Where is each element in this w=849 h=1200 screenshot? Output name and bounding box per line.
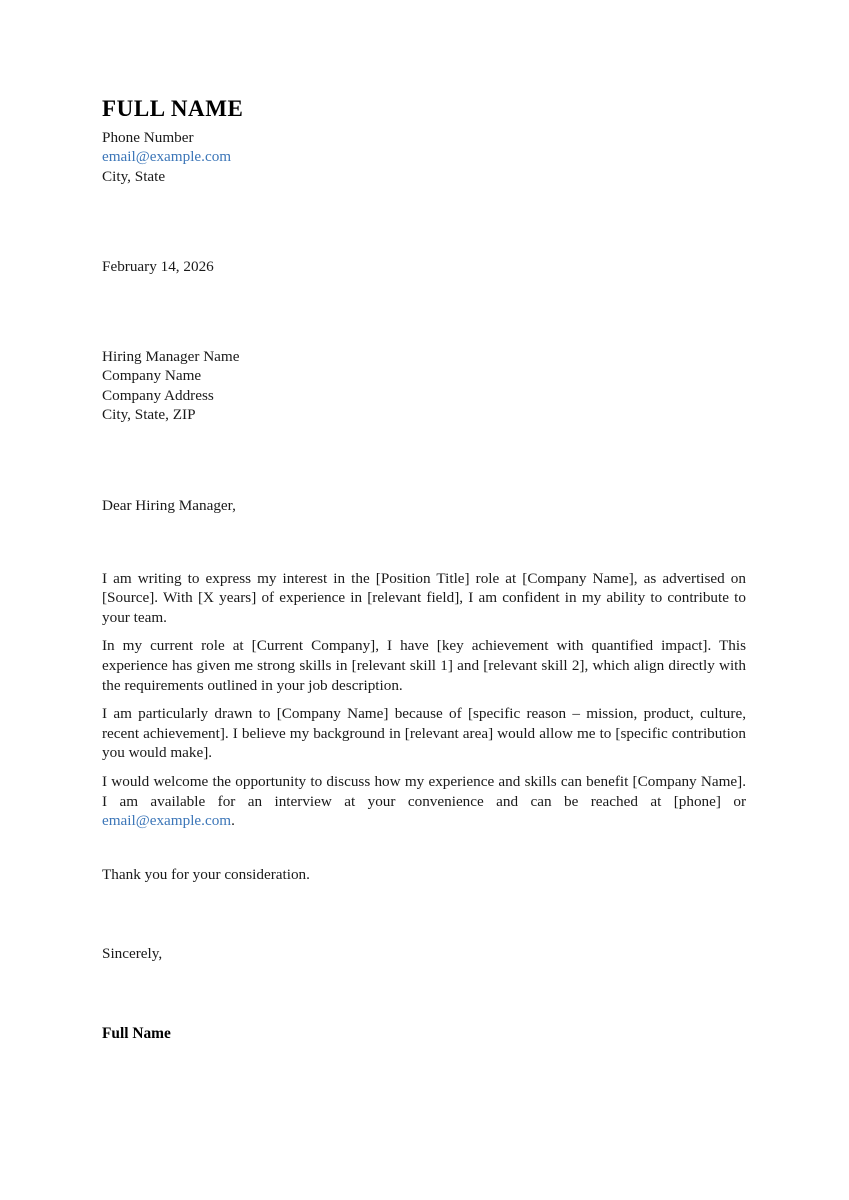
letter-date: February 14, 2026 bbox=[102, 257, 214, 275]
body-paragraph-4-text-after-email: . bbox=[231, 812, 235, 830]
recipient-city-state-zip: City, State, ZIP bbox=[102, 406, 196, 424]
body-paragraph-2: In my current role at [Current Company], I have [key achievement with quantified impact]. This experience has given me strong skills in [relevant skill 1] and [relevant skill 2], which align directly with the requirements outlined in your job description. bbox=[102, 637, 746, 694]
sender-header bbox=[102, 96, 746, 186]
sender-email-link[interactable]: email@example.com bbox=[102, 148, 232, 166]
recipient-manager-name: Hiring Manager Name bbox=[102, 348, 240, 366]
letter-body bbox=[102, 569, 746, 831]
recipient-company-address: Company Address bbox=[102, 386, 214, 404]
sender-location: City, State bbox=[102, 167, 166, 185]
body-paragraph-4 bbox=[102, 772, 746, 831]
closing-thanks: Thank you for your consideration. bbox=[102, 865, 310, 883]
sender-contact-lines bbox=[102, 128, 746, 186]
sender-phone: Phone Number bbox=[102, 129, 194, 146]
salutation: Dear Hiring Manager, bbox=[102, 497, 236, 515]
body-paragraph-3: I am particularly drawn to [Company Name] because of [specific reason – mission, product, culture, recent achievement]. I believe my background in [relevant area] would allow me to [specific contribution you would make]. bbox=[102, 705, 746, 762]
signature-name: Full Name bbox=[102, 1025, 171, 1043]
closing-sign-off: Sincerely, bbox=[102, 945, 163, 963]
sender-name: FULL NAME bbox=[102, 96, 244, 121]
recipient-company-name: Company Name bbox=[102, 367, 202, 385]
body-paragraph-1: I am writing to express my interest in the [Position Title] role at [Company Name], as advertised on [Source]. With [X years] of experience in [relevant field], I am confident in my ability to contribute to your team. bbox=[102, 569, 746, 626]
sender-email-line bbox=[102, 147, 746, 166]
letter-content bbox=[102, 96, 746, 1044]
recipient-address-block bbox=[102, 347, 746, 424]
body-paragraph-4-text-before-email: I would welcome the opportunity to discuss how my experience and skills can benefit [Company Name]. I am available for an interview at your convenience and can be reached at [phone] or bbox=[102, 773, 746, 810]
body-email-link[interactable]: email@example.com bbox=[102, 812, 232, 830]
